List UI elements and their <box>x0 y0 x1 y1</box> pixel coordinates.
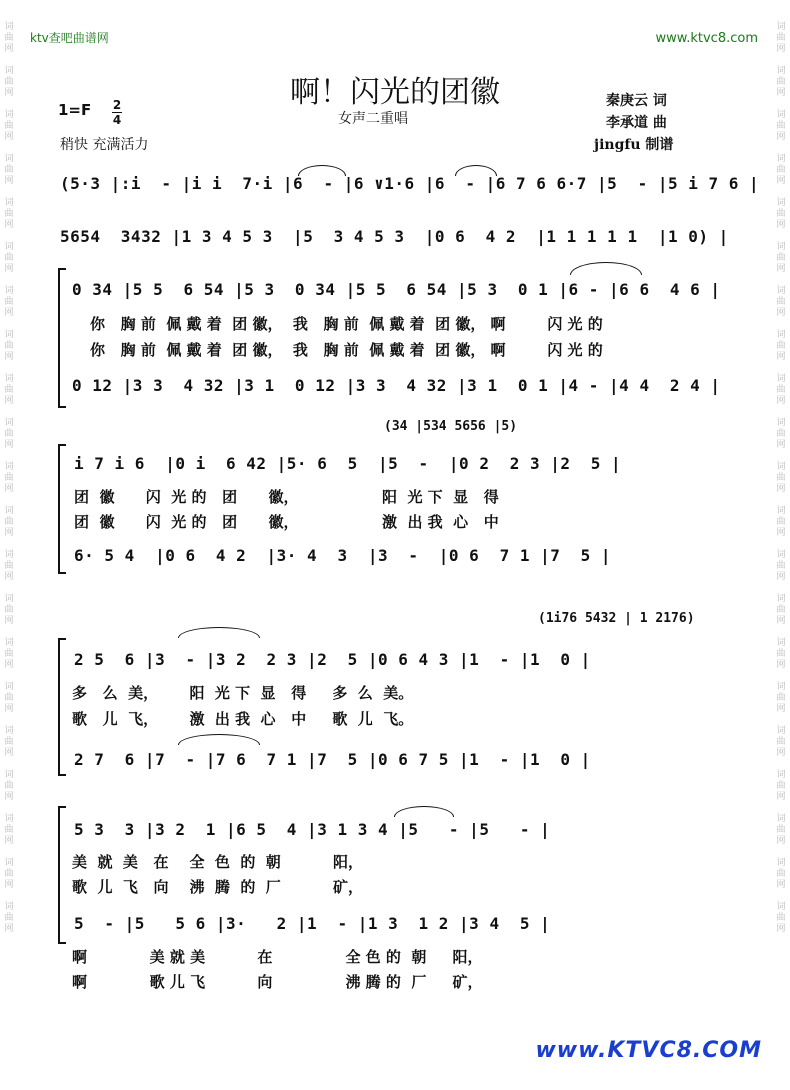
system1-lower-voice: 0 12 |3 3 4 32 |3 1 0 12 |3 3 4 32 |3 1 0 1 |4 - |4 4 2 4 | <box>72 376 721 395</box>
slur-mark <box>394 806 454 817</box>
song-subtitle: 女声二重唱 <box>338 111 408 127</box>
system3-lyric-1: 多 么 美， 阳 光 下 显 得 多 么 美。 <box>72 684 414 702</box>
cue-phrase-2: (1i76 5432 | 1 2176) <box>538 611 695 626</box>
cue-phrase-1: (34 |534 5656 |5) <box>384 419 518 434</box>
time-signature-bottom: 4 <box>112 113 122 127</box>
slur-mark <box>178 627 260 638</box>
system-brace <box>58 444 66 574</box>
system1-upper-voice: 0 34 |5 5 6 54 |5 3 0 34 |5 5 6 54 |5 3 0 1 |6 - |6 6 4 6 | <box>72 280 721 299</box>
system2-lyric-2: 团 徽 闪 光 的 团 徽， 激 出 我 心 中 <box>74 513 499 531</box>
intro-row-2: 5654 3432 |1 3 4 5 3 |5 3 4 5 3 |0 6 4 2 |1 1 1 1 1 |1 0) | <box>60 227 729 246</box>
time-signature <box>112 98 122 127</box>
slur-mark <box>455 165 497 176</box>
system-brace <box>58 638 66 776</box>
right-watermark: 词 曲 网 词 曲 网 词 曲 网 词 曲 网 词 曲 网 词 曲 网 词 曲 网 词 曲 网 词 曲 网 词 曲 网 词 曲 网 词 曲 网 词 曲 网 词 曲 网 词 曲 网 词 曲 网 词 曲 网 词 曲 网 词 曲 网 词 曲 网 词 曲 网 <box>776 22 786 934</box>
site-link-right[interactable]: www.ktvc8.com <box>655 31 758 46</box>
system3-lyric-2: 歌 儿 飞， 激 出 我 心 中 歌 儿 飞。 <box>72 710 414 728</box>
system2-lower-voice: 6· 5 4 |0 6 4 2 |3· 4 3 |3 - |0 6 7 1 |7 5 | <box>74 546 612 565</box>
system2-lyric-1: 团 徽 闪 光 的 团 徽， 阳 光 下 显 得 <box>74 488 499 506</box>
system4-lyric-4: 啊 歌 儿 飞 向 沸 腾 的 厂 矿， <box>72 973 483 991</box>
intro-row-1: (5·3 |:i - |i i 7·i |6 - |6 ∨1·6 |6 - |6 7 6 6·7 |5 - |5 i 7 6 | <box>60 174 760 193</box>
system3-upper-voice: 2 5 6 |3 - |3 2 2 3 |2 5 |0 6 4 3 |1 - |1 0 | <box>74 650 591 669</box>
system-brace <box>58 268 66 408</box>
lyricist-credit: 秦庚云 词 <box>606 93 667 109</box>
system4-upper-voice: 5 3 3 |3 2 1 |6 5 4 |3 1 3 4 |5 - |5 - | <box>74 820 551 839</box>
system3-lower-voice: 2 7 6 |7 - |7 6 7 1 |7 5 |0 6 7 5 |1 - |1 0 | <box>74 750 591 769</box>
system-brace <box>58 806 66 944</box>
system4-lower-voice: 5 - |5 5 6 |3· 2 |1 - |1 3 1 2 |3 4 5 | <box>74 914 551 933</box>
key-signature: 1=F <box>58 101 92 119</box>
system1-lyric-2: 你 胸 前 佩 戴 着 团 徽， 我 胸 前 佩 戴 着 团 徽， 啊 闪 光 的 <box>90 341 603 359</box>
system4-lyric-3: 啊 美 就 美 在 全 色 的 朝 阳， <box>72 948 483 966</box>
slur-mark <box>178 734 260 745</box>
tempo-marking: 稍快 充满活力 <box>60 137 149 153</box>
system4-lyric-1: 美 就 美 在 全 色 的 朝 阳， <box>72 853 363 871</box>
arranger-credit: jingfu 制谱 <box>594 137 674 153</box>
song-title: 啊！闪光的团徽 <box>290 75 500 110</box>
system4-lyric-2: 歌 儿 飞 向 沸 腾 的 厂 矿， <box>72 878 363 896</box>
slur-mark <box>570 262 642 275</box>
time-signature-top: 2 <box>112 98 122 112</box>
composer-credit: 李承道 曲 <box>606 115 667 131</box>
system1-lyric-1: 你 胸 前 佩 戴 着 团 徽， 我 胸 前 佩 戴 着 团 徽， 啊 闪 光 的 <box>90 315 603 333</box>
site-logo[interactable]: www.KTVC8.COM <box>535 1038 762 1063</box>
site-link-left[interactable]: ktv查吧曲谱网 <box>30 31 109 45</box>
slur-mark <box>298 165 346 176</box>
left-watermark: 词 曲 网 词 曲 网 词 曲 网 词 曲 网 词 曲 网 词 曲 网 词 曲 网 词 曲 网 词 曲 网 词 曲 网 词 曲 网 词 曲 网 词 曲 网 词 曲 网 词 曲 网 词 曲 网 词 曲 网 词 曲 网 词 曲 网 词 曲 网 词 曲 网 <box>4 22 14 934</box>
system2-upper-voice: i 7 i 6 |0 i 6 42 |5· 6 5 |5 - |0 2 2 3 |2 5 | <box>74 454 622 473</box>
